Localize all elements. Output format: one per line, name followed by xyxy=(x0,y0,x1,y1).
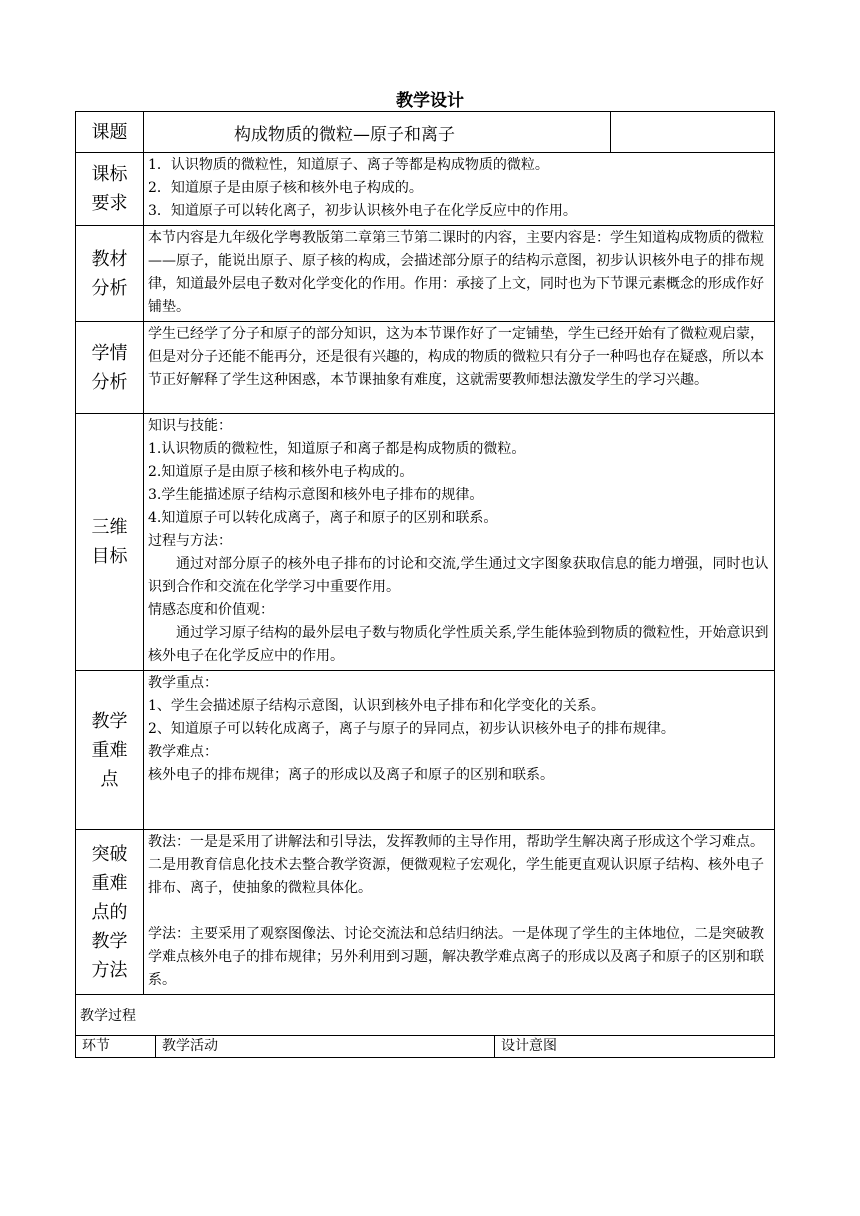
row-label: 突破 重难 点的 教学 方法 xyxy=(76,830,144,995)
document-title: 教学设计 xyxy=(396,91,464,111)
process-title: 教学过程 xyxy=(76,995,775,1036)
key-points-row xyxy=(76,671,775,830)
row-content: 教学重点： 1、学生会描述原子结构示意图，认识到核外电子排布和化学变化的关系。 2、知道原子可以转化成离子，离子与原子的异同点，初步认识核外电子的排布规律。 教学难点： 核外电子的排布规律；离子的形成以及离子和原子的区别和联系。 xyxy=(144,671,775,830)
row-label: 教学 重难 点 xyxy=(76,671,144,830)
row-label: 学情 分析 xyxy=(76,322,144,414)
column-header-stage: 环节 xyxy=(76,1036,156,1058)
textbook-analysis-row xyxy=(76,226,775,322)
student-analysis-row xyxy=(76,322,775,414)
row-content: 本节内容是九年级化学粤教版第二章第三节第二课时的内容，主要内容是：学生知道构成物质的微粒——原子，能说出原子、原子核的构成，会描述部分原子的结构示意图，初步认识核外电子的排布规律，知道最外层电子数对化学变化的作用。作用：承接了上文，同时也为下节课元素概念的形成作好铺垫。 xyxy=(144,226,775,322)
process-header-row xyxy=(76,1036,775,1058)
process-columns-table xyxy=(75,1035,775,1058)
column-header-intent: 设计意图 xyxy=(495,1036,775,1058)
row-content: 知识与技能： 1.认识物质的微粒性，知道原子和离子都是构成物质的微粒。 2.知道原子是由原子核和核外电子构成的。 3.学生能描述原子结构示意图和核外电子排布的规律。 4.知道原子可以转化成离子，离子和原子的区别和联系。 过程与方法： 通过对部分原子的核外电子排布的讨论和交流,学生通过文字图象获取信息的能力增强，同时也认识到合作和交流在化学学习中重要作用。 情感态度和价值观： 通过学习原子结构的最外层电子数与物质化学性质关系,学生能体验到物质的微粒性，开始意识到核外电子在化学反应中的作用。 xyxy=(144,414,775,671)
curriculum-row xyxy=(76,153,775,226)
topic-row xyxy=(76,112,775,153)
topic-value: 构成物质的微粒—原子和离子 xyxy=(144,112,611,153)
row-content: 教法：一是是采用了讲解法和引导法，发挥教师的主导作用，帮助学生解决离子形成这个学习难点。二是用教育信息化技术去整合教学资源，便微观粒子宏观化，学生能更直观认识原子结构、核外电子排布、离子，使抽象的微粒具体化。 学法：主要采用了观察图像法、讨论交流法和总结归纳法。一是体现了学生的主体地位，二是突破教学难点核外电子的排布规律；另外利用到习题，解决教学难点离子的形成以及离子和原子的区别和联系。 xyxy=(144,830,775,995)
objectives-row xyxy=(76,414,775,671)
row-label: 教材 分析 xyxy=(76,226,144,322)
row-label: 课标 要求 xyxy=(76,153,144,226)
row-content: 学生已经学了分子和原子的部分知识，这为本节课作好了一定铺垫，学生已经开始有了微粒观启蒙，但是对分子还能不能再分，还是很有兴趣的，构成的物质的微粒只有分子一种吗也存在疑惑，所以本节正好解释了学生这种困惑，本节课抽象有难度，这就需要教师想法激发学生的学习兴趣。 xyxy=(144,322,775,414)
process-title-row xyxy=(76,995,775,1036)
methods-row xyxy=(76,830,775,995)
column-header-activity: 教学活动 xyxy=(156,1036,495,1058)
lesson-plan-table xyxy=(75,111,775,1036)
row-label: 三维 目标 xyxy=(76,414,144,671)
row-content: 1．认识物质的微粒性，知道原子、离子等都是构成物质的微粒。 2．知道原子是由原子核和核外电子构成的。 3．知道原子可以转化离子，初步认识核外电子在化学反应中的作用。 xyxy=(144,153,775,226)
topic-extra-cell xyxy=(611,112,775,153)
topic-label: 课题 xyxy=(76,112,144,153)
